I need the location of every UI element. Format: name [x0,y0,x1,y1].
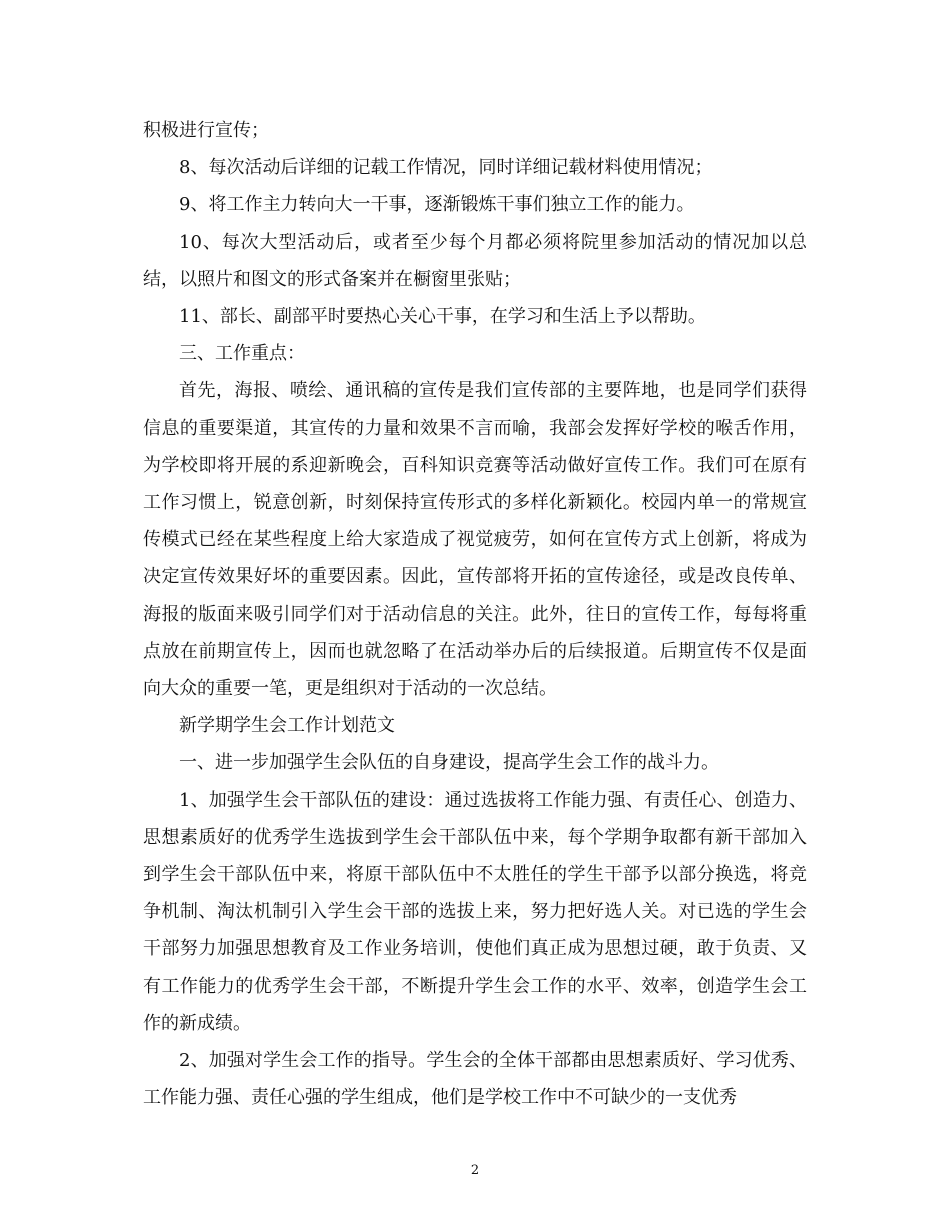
paragraph-work-focus: 首先，海报、喷绘、通讯稿的宣传是我们宣传部的主要阵地，也是同学们获得信息的重要渠道，其宣传的力量和效果不言而喻，我部会发挥好学校的喉舌作用，为学校即将开展的系迎新晚会，百科知识竞赛等活动做好宣传工作。我们可在原有工作习惯上，锐意创新，时刻保持宣传形式的多样化新颖化。校园内单一的常规宣传模式已经在某些程度上给大家造成了视觉疲劳，如何在宣传方式上创新，将成为决定宣传效果好坏的重要因素。因此，宣传部将开拓的宣传途径，或是改良传单、海报的版面来吸引同学们对于活动信息的关注。此外，往日的宣传工作，每每将重点放在前期宣传上，因而也就忽略了在活动举办后的后续报道。后期宣传不仅是面向大众的重要一笔，更是组织对于活动的一次总结。 [143,380,807,700]
section-heading-team-building: 一、进一步加强学生会队伍的自身建设，提高学生会工作的战斗力。 [179,752,719,774]
paragraph-continuation: 积极进行宣传； [143,120,269,141]
page-number: 2 [470,1163,480,1178]
section-heading-work-focus: 三、工作重点： [179,343,305,365]
paragraph-item-9: 9、将工作主力转向大一干事，逐渐锻炼干事们独立工作的能力。 [179,194,695,216]
document-body [143,112,807,1116]
section-title-new-semester-plan: 新学期学生会工作计划范文 [179,715,395,737]
paragraph-item-10: 10、每次大型活动后，或者至少每个月都必须将院里参加活动的情况加以总结，以照片和图文的形式备案并在橱窗里张贴； [143,231,807,290]
paragraph-item-11: 11、部长、副部平时要热心关心干事，在学习和生活上予以帮助。 [179,306,706,328]
paragraph-item-1: 1、加强学生会干部队伍的建设：通过选拔将工作能力强、有责任心、创造力、思想素质好的优秀学生选拔到学生会干部队伍中来，每个学期争取都有新干部加入到学生会干部队伍中来，将原干部队伍中不太胜任的学生干部予以部分换选，将竞争机制、淘汰机制引入学生会干部的选拔上来，努力把好选人关。对已选的学生会干部努力加强思想教育及工作业务培训，使他们真正成为思想过硬，敢于负责、又有工作能力的优秀学生会干部，不断提升学生会工作的水平、效率，创造学生会工作的新成绩。 [143,789,807,1034]
paragraph-item-2: 2、加强对学生会工作的指导。学生会的全体干部都由思想素质好、学习优秀、工作能力强、责任心强的学生组成，他们是学校工作中不可缺少的一支优秀 [143,1050,807,1109]
paragraph-item-8: 8、每次活动后详细的记载工作情况，同时详细记载材料使用情况； [179,157,713,179]
